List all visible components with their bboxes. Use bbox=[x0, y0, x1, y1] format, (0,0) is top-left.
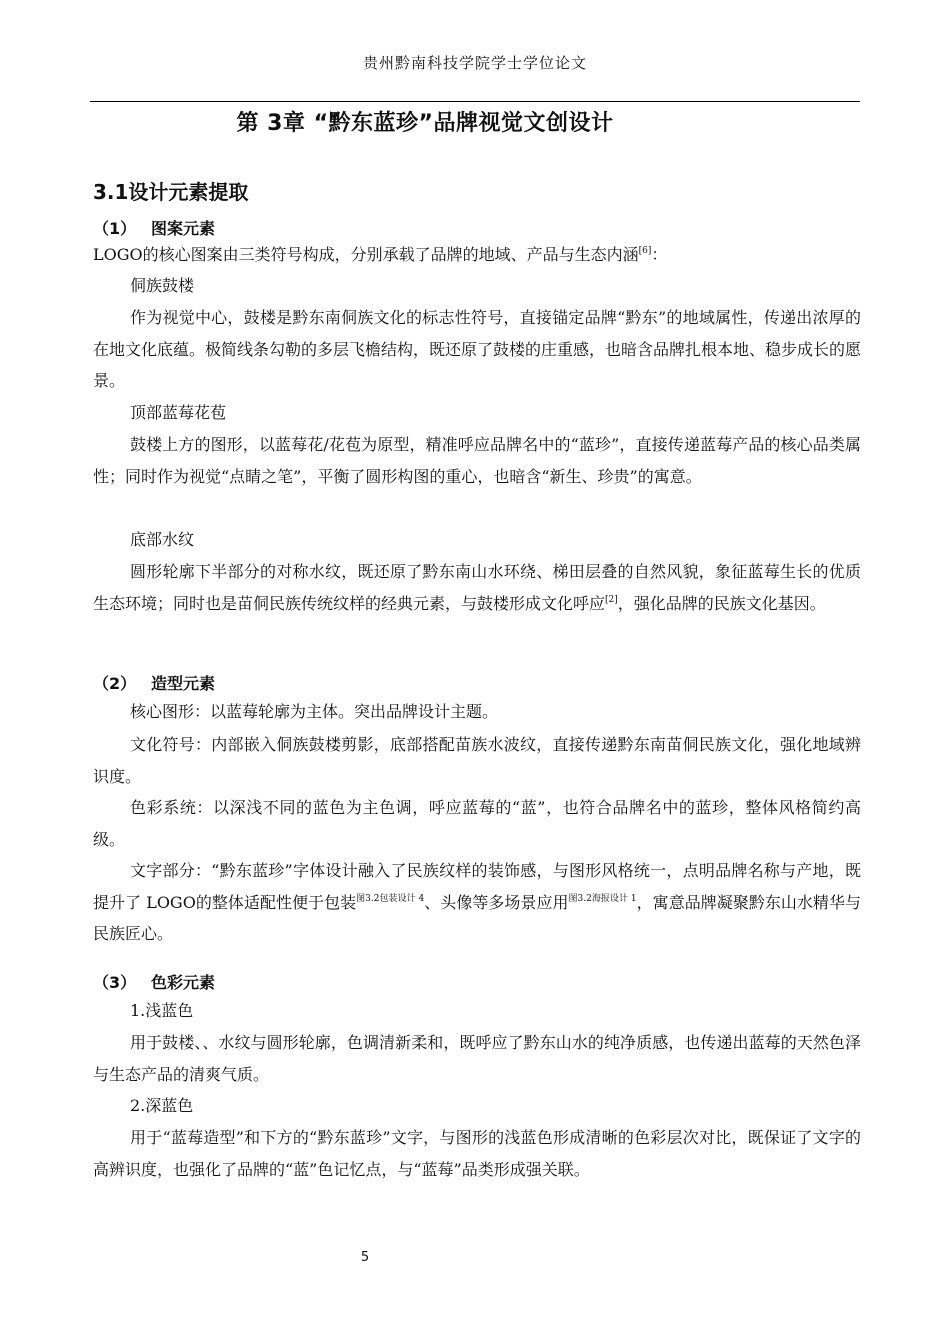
paragraph-text: ，强化品牌的民族文化基因。 bbox=[617, 593, 826, 613]
subsection-title: 图案元素 bbox=[151, 219, 216, 238]
item-heading-blueberry-bud: 顶部蓝莓花苞 bbox=[130, 403, 227, 422]
figure-reference: 图3.2包装设计 4 bbox=[356, 893, 425, 904]
subsection-heading-shape bbox=[93, 671, 215, 694]
paragraph-text-part bbox=[93, 855, 861, 950]
header-rule bbox=[90, 101, 860, 102]
chapter-title: 第 3章 “黔东蓝珍”品牌视觉文创设计 bbox=[236, 111, 614, 136]
figure-reference: 图3.2海报设计 1 bbox=[568, 893, 637, 904]
paragraph-core-figure: 核心图形：以蓝莓轮廓为主体。突出品牌设计主题。 bbox=[130, 702, 499, 721]
paragraph-water-pattern bbox=[93, 556, 861, 619]
paragraph-color-system: 色彩系统：以深浅不同的蓝色为主色调，呼应蓝莓的“蓝”，也符合品牌名中的蓝珍，整体风格简约高级。 bbox=[93, 798, 861, 849]
paragraph-text: LOGO的核心图案由三类符号构成，分别承载了品牌的地域、产品与生态内涵 bbox=[93, 245, 639, 264]
paragraph-text: 文字部分：“黔东蓝珍”字体设计融入了民族纹样的装饰感，与图形风格统一，点明品牌名称与产地，既提升了 LOGO的整体适配性便于包装 bbox=[93, 861, 861, 912]
subsection-title: 色彩元素 bbox=[151, 973, 216, 992]
citation: [6] bbox=[638, 246, 652, 256]
subsection-number: （2） bbox=[93, 674, 137, 693]
paragraph-dark-blue: 用于“蓝莓造型”和下方的“黔东蓝珍”文字，与图形的浅蓝色形成清晰的色彩层次对比，既保证了文字的高辨识度，也强化了品牌的“蓝”色记忆点，与“蓝莓”品类形成强关联。 bbox=[93, 1128, 861, 1179]
subsection-title: 造型元素 bbox=[151, 674, 216, 693]
subsection-number: （3） bbox=[93, 973, 137, 992]
item-heading-dark-blue: 2.深蓝色 bbox=[130, 1096, 194, 1115]
paragraph-text: ，寓意品牌凝聚黔东山水精华与民族匠心。 bbox=[93, 892, 861, 943]
paragraph-text: ： bbox=[651, 245, 668, 264]
subsection-heading-color bbox=[93, 970, 215, 993]
paragraph-light-blue: 用于鼓楼、、水纹与圆形轮廓，色调清新柔和，既呼应了黔东山水的纯净质感，也传递出蓝莓的天然色泽与生态产品的清爽气质。 bbox=[93, 1033, 861, 1084]
paragraph-intro bbox=[93, 239, 861, 271]
subsection-heading-pattern bbox=[93, 216, 215, 239]
paragraph-drum-tower: 作为视觉中心，鼓楼是黔东南侗族文化的标志性符号，直接锚定品牌“黔东”的地域属性，传递出浓厚的在地文化底蕴。极简线条勾勒的多层飞檐结构，既还原了鼓楼的庄重感，也暗含品牌扎根本地、稳步成长的愿景。 bbox=[93, 308, 862, 390]
paragraph-blueberry-bud: 鼓楼上方的图形，以蓝莓花/花苞为原型，精准呼应品牌名中的“蓝珍”，直接传递蓝莓产品的核心品类属性；同时作为视觉“点睛之笔”，平衡了圆形构图的重心，也暗含“新生、珍贵”的寓意。 bbox=[93, 435, 861, 486]
section-title: 3.1设计元素提取 bbox=[93, 180, 249, 204]
item-heading-drum-tower: 侗族鼓楼 bbox=[130, 276, 195, 295]
paragraph-text: 圆形轮廓下半部分的对称水纹，既还原了黔东南山水环绕、梯田层叠的自然风貌，象征蓝莓生长的优质生态环境；同时也是苗侗民族传统纹样的经典元素，与鼓楼形成文化呼应 bbox=[93, 562, 861, 613]
citation: [2] bbox=[605, 594, 618, 605]
paragraph-cultural-symbol: 文化符号：内部嵌入侗族鼓楼剪影，底部搭配苗族水波纹，直接传递黔东南苗侗民族文化，强化地域辨识度。 bbox=[93, 735, 861, 786]
page-number: 5 bbox=[360, 1250, 370, 1265]
subsection-number: （1） bbox=[93, 219, 137, 238]
item-heading-water-pattern: 底部水纹 bbox=[130, 530, 195, 549]
paragraph-text: 、头像等多场景应用 bbox=[424, 892, 569, 912]
item-heading-light-blue: 1.浅蓝色 bbox=[130, 1001, 194, 1020]
running-header: 贵州黔南科技学院学士学位论文 bbox=[362, 54, 587, 72]
